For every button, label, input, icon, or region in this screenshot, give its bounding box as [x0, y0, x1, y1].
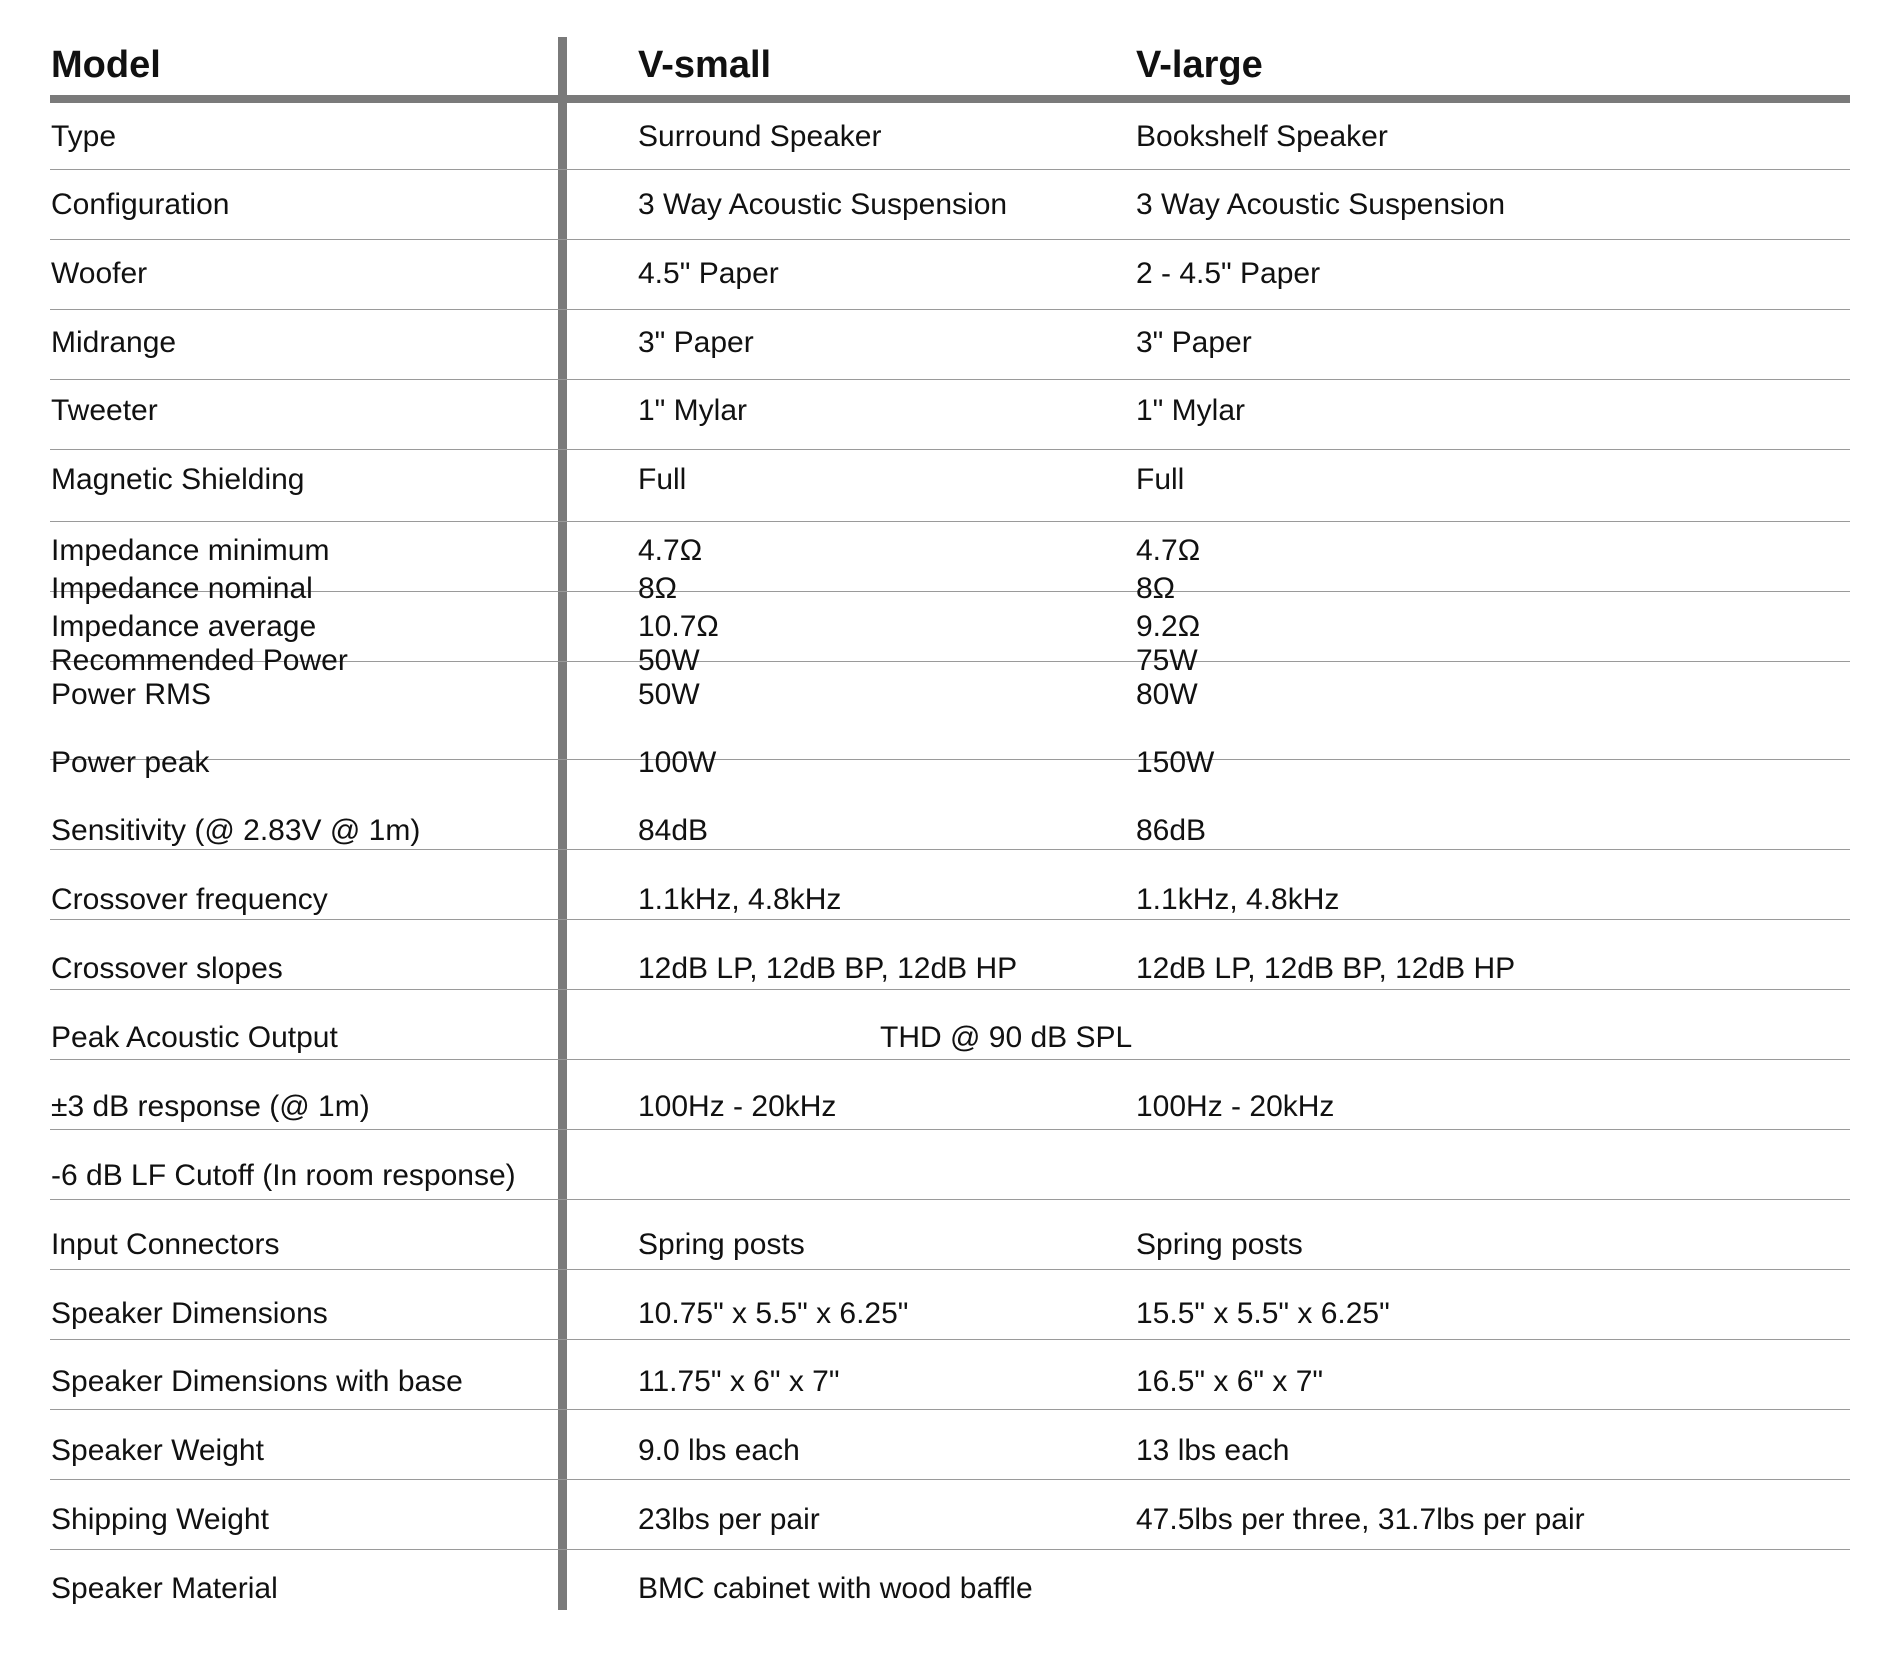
row-value-v-large: 16.5" x 6" x 7" — [1136, 1365, 1324, 1398]
column-divider — [558, 37, 567, 1610]
row-label: Midrange — [51, 326, 177, 359]
row-value-v-small: 12dB LP, 12dB BP, 12dB HP — [638, 952, 1018, 985]
row-rule — [50, 759, 1850, 760]
row-rule — [50, 849, 1850, 850]
row-rule — [50, 989, 1850, 990]
row-value-v-large: 12dB LP, 12dB BP, 12dB HP — [1136, 952, 1516, 985]
row-rule — [50, 1129, 1850, 1130]
row-value-v-large: 3" Paper — [1136, 326, 1252, 359]
row-rule — [50, 309, 1850, 310]
row-label: Speaker Dimensions with base — [51, 1365, 463, 1398]
row-value-v-small: 4.7Ω — [638, 534, 703, 567]
row-label: Sensitivity (@ 2.83V @ 1m) — [51, 814, 421, 847]
row-value-v-large: Full — [1136, 463, 1185, 496]
row-value-v-small: 3 Way Acoustic Suspension — [638, 188, 1008, 221]
row-label: Peak Acoustic Output — [51, 1021, 338, 1054]
header-v-large: V-large — [1136, 44, 1263, 86]
row-value-v-large: 3 Way Acoustic Suspension — [1136, 188, 1506, 221]
row-label: ±3 dB response (@ 1m) — [51, 1090, 370, 1123]
row-label: Speaker Dimensions — [51, 1297, 328, 1330]
header-v-small: V-small — [638, 44, 772, 86]
row-value-v-large: 100Hz - 20kHz — [1136, 1090, 1335, 1123]
row-value-v-large: 15.5" x 5.5" x 6.25" — [1136, 1297, 1390, 1330]
row-label: Power peak — [51, 746, 210, 779]
row-label: -6 dB LF Cutoff (In room response) — [51, 1159, 516, 1192]
row-value-spanning: BMC cabinet with wood baffle — [638, 1572, 1033, 1605]
row-value-v-large: 150W — [1136, 746, 1215, 779]
row-label: Speaker Weight — [51, 1434, 264, 1467]
row-label: Crossover slopes — [51, 952, 283, 985]
row-rule — [50, 521, 1850, 522]
row-rule — [50, 169, 1850, 170]
row-value-v-large: 8Ω — [1136, 572, 1176, 605]
row-value-v-large: 1" Mylar — [1136, 394, 1245, 427]
row-value-spanning: THD @ 90 dB SPL — [880, 1021, 1133, 1054]
row-value-v-small: Surround Speaker — [638, 120, 882, 153]
row-rule — [50, 1549, 1850, 1550]
row-value-v-large: 80W — [1136, 678, 1198, 711]
row-label: Tweeter — [51, 394, 158, 427]
row-value-v-small: 8Ω — [638, 572, 678, 605]
row-value-v-small: 1.1kHz, 4.8kHz — [638, 883, 842, 916]
row-value-v-small: 9.0 lbs each — [638, 1434, 800, 1467]
row-value-v-small: 100W — [638, 746, 717, 779]
row-label: Crossover frequency — [51, 883, 328, 916]
row-label: Impedance average — [51, 610, 317, 643]
row-label: Recommended Power — [51, 644, 348, 677]
row-label: Impedance minimum — [51, 534, 330, 567]
row-value-v-small: 11.75" x 6" x 7" — [638, 1365, 840, 1398]
row-value-v-large: 2 - 4.5" Paper — [1136, 257, 1321, 290]
row-value-v-large: 86dB — [1136, 814, 1207, 847]
row-value-v-large: 9.2Ω — [1136, 610, 1201, 643]
row-value-v-small: Full — [638, 463, 687, 496]
row-value-v-large: Bookshelf Speaker — [1136, 120, 1388, 153]
row-rule — [50, 1059, 1850, 1060]
row-value-v-large: 75W — [1136, 644, 1198, 677]
row-rule — [50, 239, 1850, 240]
row-rule — [50, 1409, 1850, 1410]
row-rule — [50, 379, 1850, 380]
row-value-v-small: 10.7Ω — [638, 610, 719, 643]
row-label: Type — [51, 120, 117, 153]
row-value-v-small: 3" Paper — [638, 326, 754, 359]
row-label: Power RMS — [51, 678, 212, 711]
row-value-v-small: 23lbs per pair — [638, 1503, 820, 1536]
row-label: Magnetic Shielding — [51, 463, 305, 496]
row-value-v-small: 50W — [638, 678, 700, 711]
row-rule — [50, 449, 1850, 450]
row-rule — [50, 919, 1850, 920]
row-rule — [50, 1339, 1850, 1340]
row-value-v-small: 4.5" Paper — [638, 257, 779, 290]
row-value-v-large: 4.7Ω — [1136, 534, 1201, 567]
row-value-v-small: 84dB — [638, 814, 709, 847]
row-value-v-small: Spring posts — [638, 1228, 805, 1261]
row-label: Shipping Weight — [51, 1503, 269, 1536]
row-value-v-small: 10.75" x 5.5" x 6.25" — [638, 1297, 909, 1330]
row-label: Impedance nominal — [51, 572, 313, 605]
row-rule — [50, 1269, 1850, 1270]
row-rule — [50, 1479, 1850, 1480]
row-label: Woofer — [51, 257, 148, 290]
row-rule — [50, 591, 1850, 592]
row-value-v-large: Spring posts — [1136, 1228, 1303, 1261]
header-rule — [50, 95, 1850, 103]
row-value-v-small: 100Hz - 20kHz — [638, 1090, 837, 1123]
row-value-v-small: 50W — [638, 644, 700, 677]
row-label: Input Connectors — [51, 1228, 280, 1261]
row-value-v-large: 1.1kHz, 4.8kHz — [1136, 883, 1340, 916]
row-label: Speaker Material — [51, 1572, 278, 1605]
row-rule — [50, 1199, 1850, 1200]
header-model: Model — [51, 44, 161, 86]
row-value-v-small: 1" Mylar — [638, 394, 747, 427]
row-value-v-large: 47.5lbs per three, 31.7lbs per pair — [1136, 1503, 1585, 1536]
row-value-v-large: 13 lbs each — [1136, 1434, 1290, 1467]
row-label: Configuration — [51, 188, 230, 221]
